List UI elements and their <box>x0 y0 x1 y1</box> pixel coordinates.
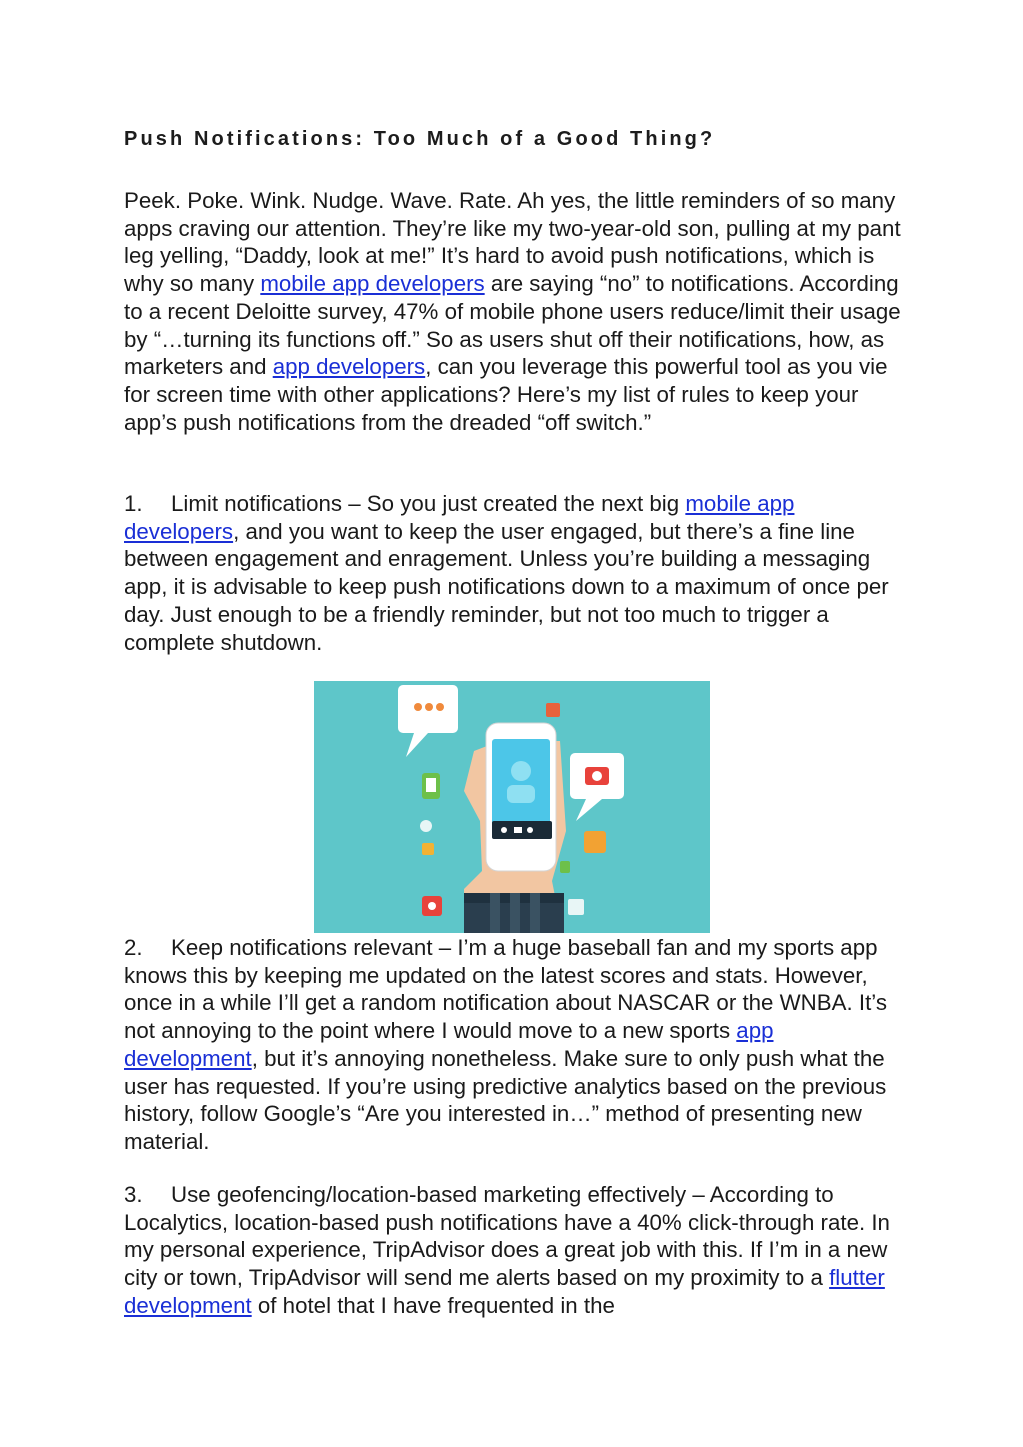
item2-text-1: Keep notifications relevant – I’m a huge baseball fan and my sports app knows this by keeping me updated on the latest scores and stats. However, once in a while I’ll get a random notification about NASCAR or the WNBA. It’s not annoying to the point where I would move to a new sports <box>124 935 888 1044</box>
article-title: Push Notifications: Too Much of a Good Thing? <box>124 128 716 150</box>
music-icon <box>584 831 606 853</box>
item1-mobile-app-developers-link[interactable]: mobile app developers <box>124 491 795 544</box>
mobile-app-developers-link[interactable]: mobile app developers <box>260 271 485 297</box>
item2-text-2: , but it’s annoying nonetheless. Make sure to only push what the user has requested. If you’re using predictive analytics based on the previous history, follow Google’s “Are you interested in…” method of presenting new material. <box>124 1045 887 1154</box>
intro-text-2: are saying “no” to notifications. According to a recent Deloitte survey, 47% of mobile phone users reduce/limit their usage by “…turning its functions off.” So as users shut off their notifications, how, as marketers and <box>124 271 901 380</box>
item3-text-1: Use geofencing/location-based marketing effectively – According to Localytics, location-based push notifications have a 40% click-through rate. In my personal experience, TripAdvisor does a great job with this. If I’m in a new city or town, TripAdvisor will send me alerts based on my proximity to a <box>124 1182 890 1291</box>
list-item-3 <box>124 1181 909 1320</box>
list-number-1: 1. <box>124 491 143 516</box>
list-item-2 <box>124 934 909 1156</box>
cart-icon <box>568 899 584 915</box>
mail-icon <box>514 827 522 833</box>
intro-text-1: Peek. Poke. Wink. Nudge. Wave. Rate. Ah yes, the little reminders of so many apps craving our attention. They’re like my two-year-old son, pulling at my pant leg yelling, “Daddy, look at me!” It’s hard to avoid push notifications, which is why so many <box>124 188 901 297</box>
list-number-3: 3. <box>124 1182 143 1207</box>
check-icon <box>422 843 434 855</box>
tag-icon <box>560 861 570 873</box>
intro-paragraph <box>124 187 909 436</box>
item1-text-1: Limit notifications – So you just created the next big <box>171 491 686 516</box>
call-icon <box>501 827 507 833</box>
push-notification-illustration <box>314 681 710 933</box>
item1-text-2: , and you want to keep the user engaged, but there’s a fine line between engagement and enragement. Unless you’re building a messaging app, it is advisable to keep push notifications down to a maximum of once per day. Just enough to be a friendly reminder, but not too much to trigger a complete shutdown. <box>124 518 889 655</box>
app-developers-link[interactable]: app developers <box>272 354 426 380</box>
user-icon <box>511 761 531 781</box>
phone-icon <box>422 773 440 799</box>
list-number-2: 2. <box>124 935 143 960</box>
bubble-icon <box>420 820 432 832</box>
list-item-1 <box>124 490 909 656</box>
item3-text-2: of hotel that I have frequented in the <box>251 1292 615 1318</box>
notification-badge-icon <box>546 703 560 717</box>
gear-icon <box>527 827 533 833</box>
intro-text-3: , can you leverage this powerful tool as you vie for screen time with other applications? Here’s my list of rules to keep your app’s push notifications from the dreaded “off switch.” <box>124 354 888 435</box>
app-development-link[interactable]: app development <box>124 1018 774 1071</box>
flutter-development-link[interactable]: flutter development <box>124 1265 885 1318</box>
